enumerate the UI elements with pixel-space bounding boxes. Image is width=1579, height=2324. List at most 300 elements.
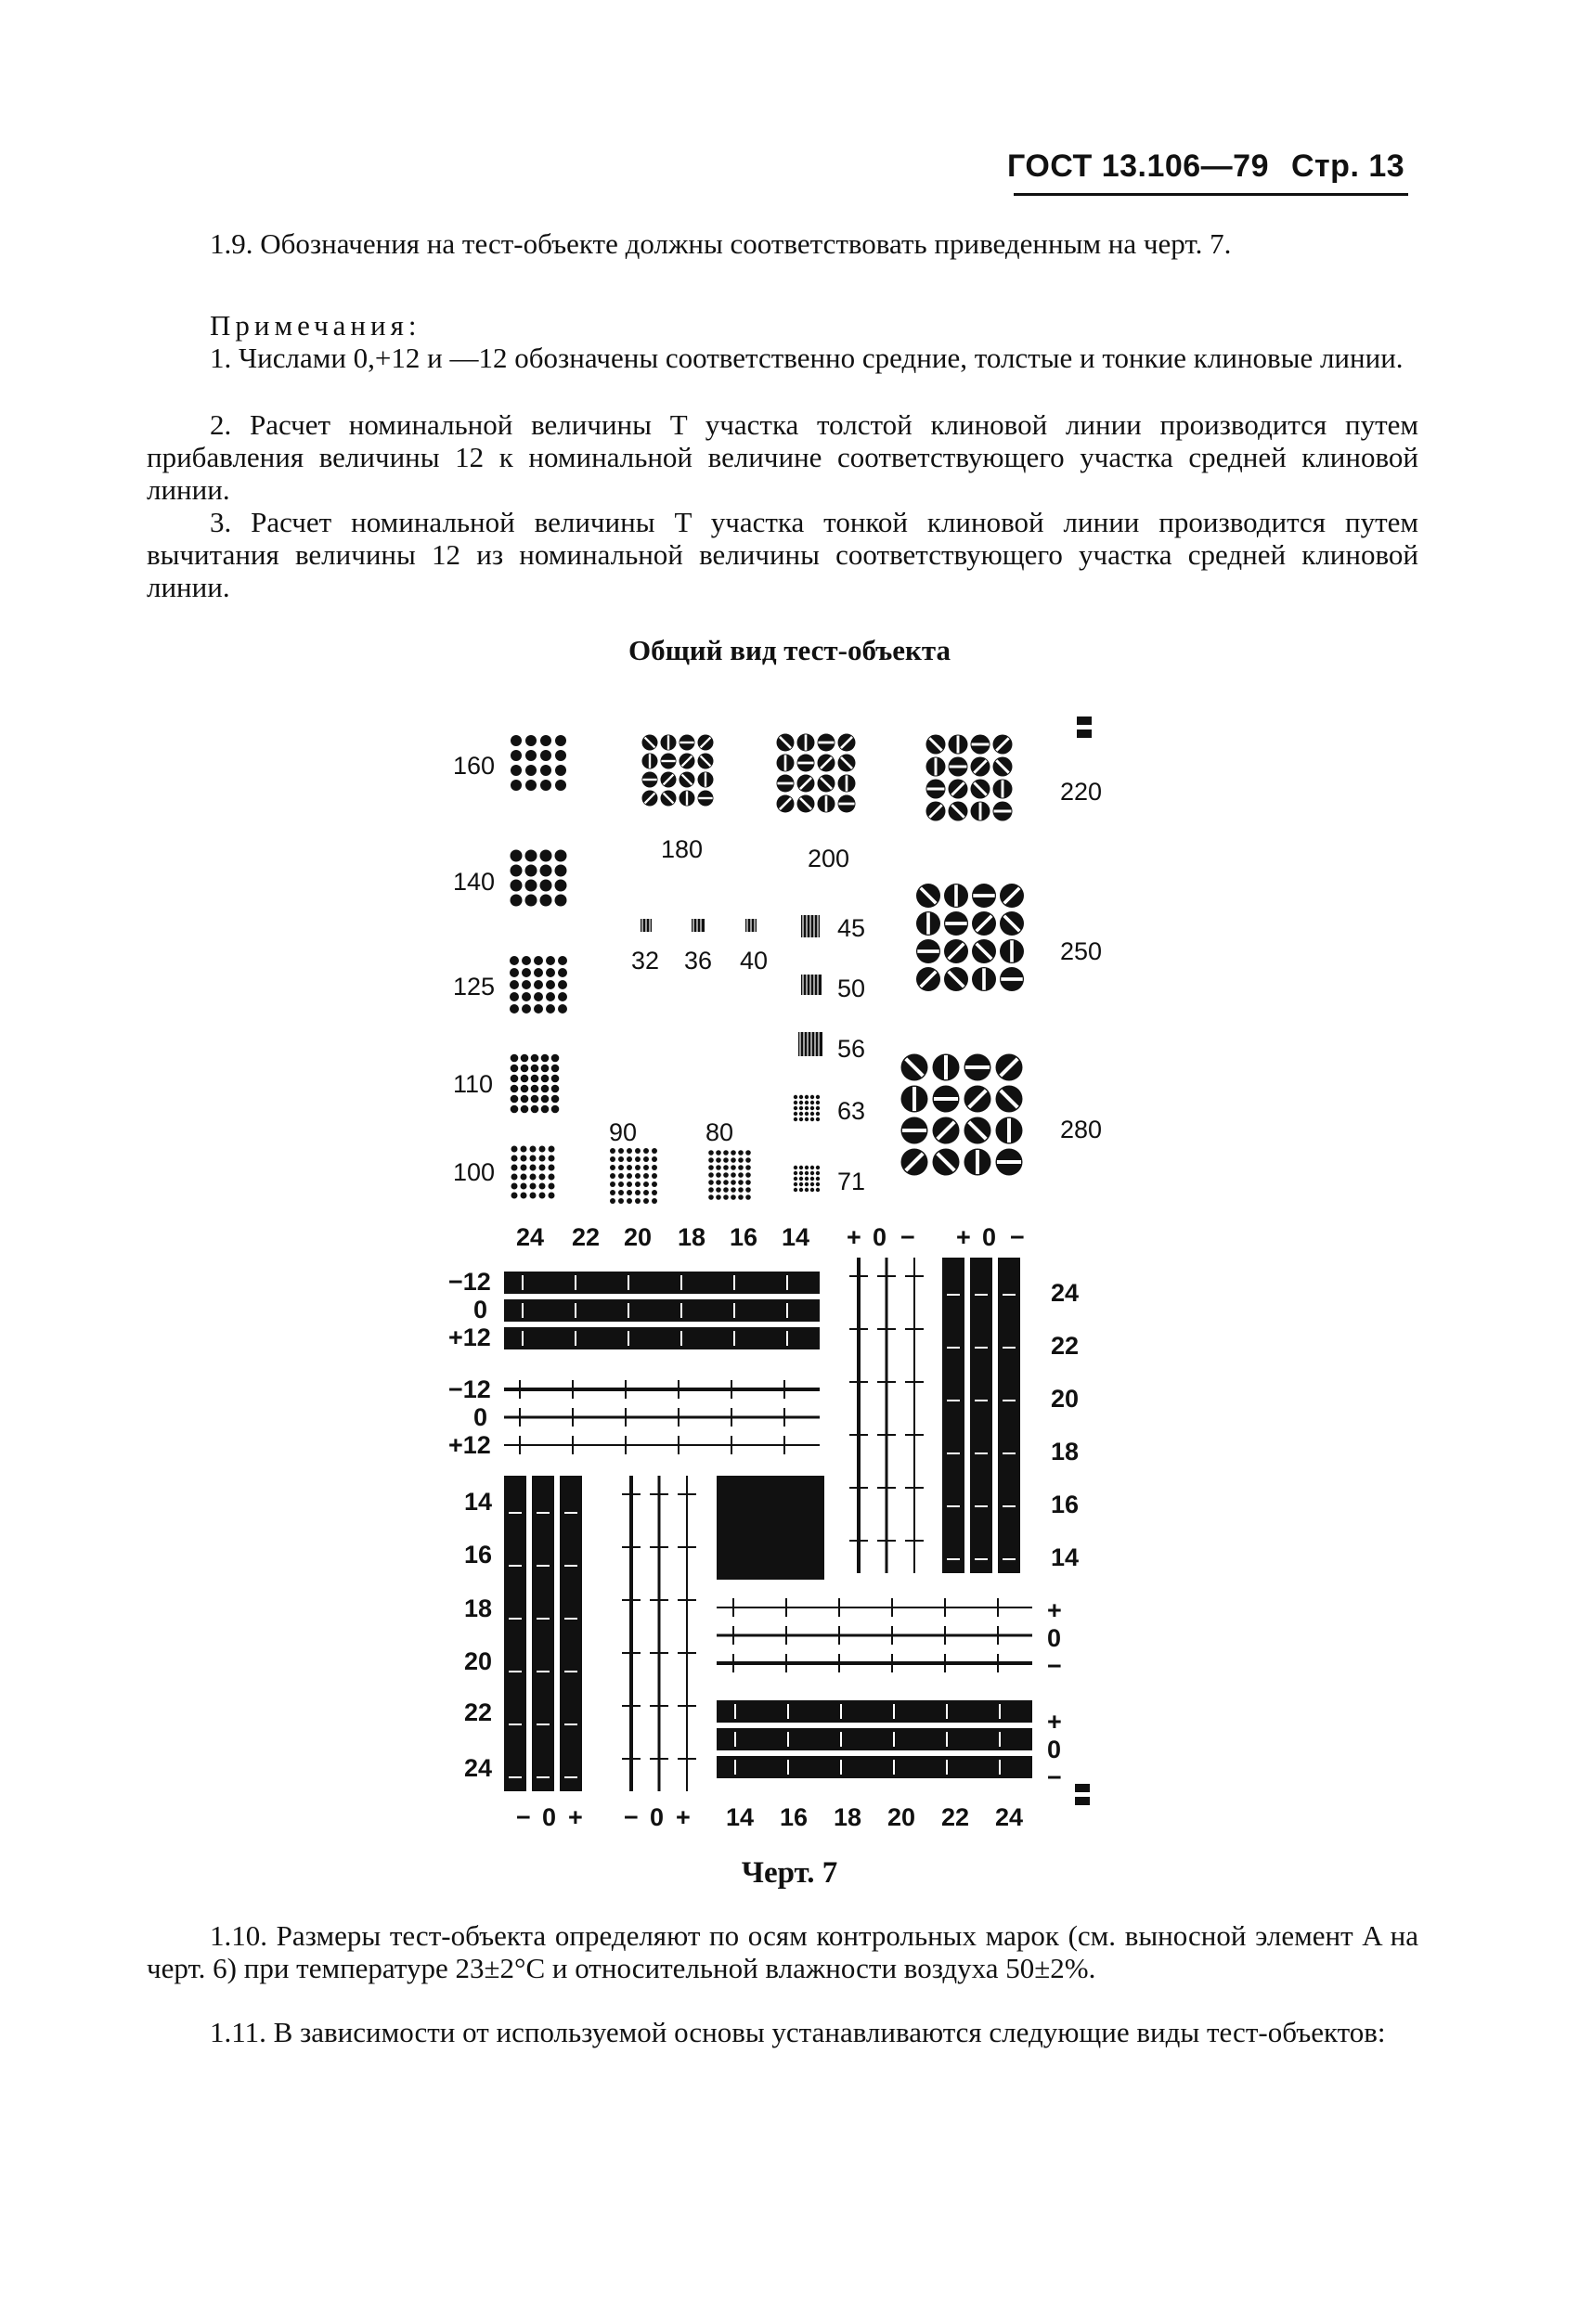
resolution-pattern-80: [723, 1180, 729, 1185]
resolution-pattern-125: [558, 1004, 567, 1014]
wedge-bar-thick: [717, 1728, 1032, 1750]
note-2: 2. Расчет номинальной величины T участка толстой клиновой линии производится путем прибавления величины 12 к номинальной величине соответствующего участка средней клиновой линии.: [147, 408, 1418, 506]
resolution-pattern-100: [549, 1146, 555, 1153]
right-side-number: 18: [1051, 1438, 1080, 1465]
resolution-pattern-90: [627, 1165, 632, 1170]
resolution-pattern-90: [610, 1190, 615, 1195]
wedge-label: −12: [448, 1375, 491, 1403]
wedge-bar-thick: [504, 1299, 820, 1322]
resolution-pattern-110: [531, 1054, 539, 1063]
standard-number: ГОСТ 13.106—79: [1007, 148, 1270, 184]
resolution-pattern-63: [810, 1117, 814, 1121]
bottom-number: 22: [941, 1803, 970, 1831]
top-number: 16: [730, 1223, 758, 1251]
resolution-pattern-63: [810, 1112, 814, 1116]
resolution-pattern-63: [816, 1095, 820, 1099]
resolution-pattern-80: [738, 1172, 744, 1178]
resolution-pattern-110: [531, 1085, 539, 1093]
resolution-pattern-90: [643, 1190, 649, 1195]
mzp-sign: +: [676, 1803, 691, 1831]
resolution-pattern-80: [723, 1150, 729, 1156]
bottom-number: 24: [995, 1803, 1024, 1831]
resolution-pattern-100: [549, 1165, 555, 1171]
resolution-pattern-63: [810, 1101, 814, 1104]
resolution-pattern-100: [511, 1183, 518, 1190]
resolution-pattern-160: [540, 750, 551, 761]
note-3: 3. Расчет номинальной величины T участка тонкой клиновой линии производится путем вычитания величины 12 из номинальной величины соответствующего участка средней клиновой линии.: [147, 506, 1418, 603]
resolution-pattern-71: [799, 1177, 803, 1181]
wedge-bar-thick: [560, 1476, 582, 1791]
resolution-pattern-125: [510, 980, 519, 989]
left-side-number: 16: [464, 1541, 493, 1569]
left-side-number: 18: [464, 1595, 493, 1622]
resolution-pattern-90: [627, 1148, 632, 1154]
resolution-pattern-90: [643, 1156, 649, 1162]
resolution-pattern-90: [627, 1190, 632, 1195]
resolution-pattern-100: [511, 1146, 518, 1153]
resolution-pattern-80: [731, 1194, 736, 1200]
label-110: 110: [453, 1070, 494, 1098]
pmz-sign: 0: [1047, 1736, 1062, 1763]
resolution-pattern-63: [816, 1112, 820, 1116]
resolution-pattern-100: [539, 1146, 546, 1153]
resolution-pattern-140: [555, 895, 567, 907]
label-140: 140: [453, 868, 496, 896]
resolution-pattern-90: [643, 1198, 649, 1204]
wedge-label: 0: [473, 1403, 488, 1431]
resolution-pattern-71: [816, 1188, 820, 1192]
wedge-bar-thick: [532, 1476, 554, 1791]
resolution-pattern-71: [816, 1182, 820, 1186]
resolution-pattern-80: [731, 1187, 736, 1193]
wedge-bar-thick: [998, 1258, 1020, 1573]
resolution-pattern-125: [534, 992, 543, 1001]
resolution-pattern-125: [558, 956, 567, 965]
figure-caption: Черт. 7: [741, 1856, 838, 1890]
resolution-pattern-90: [618, 1173, 624, 1179]
resolution-pattern-90: [635, 1198, 641, 1204]
resolution-pattern-160: [525, 750, 537, 761]
resolution-pattern-90: [627, 1181, 632, 1187]
resolution-pattern-80: [738, 1150, 744, 1156]
resolution-pattern-160: [525, 765, 537, 776]
resolution-pattern-125: [558, 992, 567, 1001]
resolution-pattern-71: [810, 1177, 814, 1181]
resolution-pattern-90: [627, 1173, 632, 1179]
resolution-pattern-100: [539, 1174, 546, 1181]
resolution-pattern-71: [794, 1188, 797, 1192]
resolution-pattern-100: [530, 1165, 537, 1171]
resolution-pattern-140: [525, 880, 537, 892]
resolution-pattern-71: [810, 1188, 814, 1192]
resolution-pattern-90: [610, 1148, 615, 1154]
resolution-pattern-63: [794, 1112, 797, 1116]
resolution-pattern-63: [805, 1106, 809, 1110]
resolution-pattern-80: [716, 1194, 721, 1200]
resolution-pattern-63: [805, 1095, 809, 1099]
resolution-pattern-140: [525, 850, 537, 862]
resolution-pattern-80: [738, 1157, 744, 1163]
right-side-number: 24: [1051, 1279, 1080, 1307]
resolution-pattern-110: [511, 1075, 519, 1083]
resolution-pattern-160: [555, 780, 566, 791]
left-side-number: 24: [464, 1754, 493, 1782]
resolution-pattern-100: [539, 1183, 546, 1190]
resolution-pattern-90: [635, 1190, 641, 1195]
pmz-sign: −: [900, 1223, 915, 1251]
paragraph-1-11: 1.11. В зависимости от используемой основы устанавливаются следующие виды тест-объектов:: [210, 2016, 1386, 2048]
pmz-sign: 0: [982, 1223, 997, 1251]
bottom-number: 18: [834, 1803, 862, 1831]
resolution-pattern-160: [511, 780, 522, 791]
resolution-pattern-63: [816, 1101, 820, 1104]
wedge-bar-thick: [504, 1476, 526, 1791]
label-200: 200: [808, 845, 850, 872]
right-side-number: 16: [1051, 1491, 1080, 1518]
resolution-pattern-125: [534, 1004, 543, 1014]
resolution-pattern-125: [546, 1004, 555, 1014]
registration-mark: [1077, 717, 1092, 725]
resolution-pattern-125: [522, 980, 531, 989]
label-250: 250: [1060, 937, 1103, 965]
resolution-pattern-90: [652, 1190, 657, 1195]
resolution-pattern-125: [510, 956, 519, 965]
resolution-pattern-80: [745, 1172, 751, 1178]
resolution-pattern-140: [525, 865, 537, 877]
pmz-sign: 0: [1047, 1624, 1062, 1652]
resolution-pattern-80: [745, 1187, 751, 1193]
bottom-number: 16: [780, 1803, 809, 1831]
resolution-pattern-63: [794, 1106, 797, 1110]
resolution-pattern-160: [540, 780, 551, 791]
resolution-pattern-90: [618, 1148, 624, 1154]
resolution-pattern-80: [708, 1172, 714, 1178]
resolution-pattern-71: [794, 1182, 797, 1186]
resolution-pattern-63: [794, 1095, 797, 1099]
bottom-number: 14: [726, 1803, 755, 1831]
wedge-bar-thick: [970, 1258, 992, 1573]
resolution-pattern-125: [510, 1004, 519, 1014]
page-number: Стр. 13: [1290, 148, 1405, 184]
resolution-pattern-160: [511, 750, 522, 761]
resolution-pattern-125: [522, 992, 531, 1001]
resolution-pattern-90: [643, 1165, 649, 1170]
resolution-pattern-100: [511, 1156, 518, 1162]
registration-mark: [1077, 729, 1092, 738]
resolution-pattern-140: [540, 895, 552, 907]
pmz-sign: −: [1047, 1763, 1062, 1791]
resolution-pattern-80: [716, 1165, 721, 1170]
resolution-pattern-160: [525, 735, 537, 746]
resolution-pattern-110: [521, 1085, 529, 1093]
resolution-pattern-125: [522, 968, 531, 977]
note-1: 1. Числами 0,+12 и —12 обозначены соответственно средние, толстые и тонкие клиновые линии.: [210, 342, 1404, 374]
resolution-pattern-71: [805, 1182, 809, 1186]
resolution-pattern-125: [522, 1004, 531, 1014]
resolution-pattern-100: [521, 1156, 527, 1162]
resolution-pattern-71: [810, 1166, 814, 1169]
resolution-pattern-100: [521, 1183, 527, 1190]
resolution-pattern-90: [618, 1190, 624, 1195]
resolution-pattern-110: [521, 1095, 529, 1104]
label-280: 280: [1060, 1116, 1103, 1143]
resolution-pattern-80: [716, 1172, 721, 1178]
resolution-pattern-63: [799, 1106, 803, 1110]
resolution-pattern-100: [549, 1156, 555, 1162]
resolution-pattern-71: [810, 1171, 814, 1175]
mzp-sign: −: [624, 1803, 639, 1831]
wedge-label: +12: [448, 1323, 491, 1351]
resolution-pattern-100: [530, 1183, 537, 1190]
resolution-pattern-71: [799, 1166, 803, 1169]
top-number: 14: [782, 1223, 810, 1251]
resolution-pattern-100: [549, 1174, 555, 1181]
resolution-pattern-125: [546, 968, 555, 977]
resolution-pattern-160: [540, 765, 551, 776]
resolution-pattern-80: [738, 1180, 744, 1185]
resolution-pattern-63: [805, 1117, 809, 1121]
resolution-pattern-80: [731, 1150, 736, 1156]
top-number: 22: [572, 1223, 601, 1251]
resolution-pattern-110: [531, 1075, 539, 1083]
resolution-pattern-110: [511, 1085, 519, 1093]
resolution-pattern-63: [794, 1117, 797, 1121]
wedge-bar-thick: [942, 1258, 964, 1573]
resolution-pattern-63: [810, 1095, 814, 1099]
resolution-pattern-71: [799, 1171, 803, 1175]
resolution-pattern-140: [511, 895, 523, 907]
resolution-pattern-90: [618, 1198, 624, 1204]
label-63: 63: [837, 1097, 866, 1125]
resolution-pattern-90: [618, 1165, 624, 1170]
resolution-pattern-80: [738, 1187, 744, 1193]
resolution-pattern-90: [652, 1156, 657, 1162]
resolution-pattern-140: [525, 895, 537, 907]
wedge-bar-thick: [717, 1756, 1032, 1778]
resolution-pattern-71: [799, 1182, 803, 1186]
resolution-pattern-100: [539, 1193, 546, 1199]
resolution-pattern-140: [540, 880, 552, 892]
resolution-pattern-125: [522, 956, 531, 965]
resolution-pattern-50: [801, 975, 822, 995]
resolution-pattern-80: [745, 1157, 751, 1163]
mzp-sign: +: [568, 1803, 583, 1831]
resolution-pattern-90: [610, 1173, 615, 1179]
resolution-pattern-100: [521, 1146, 527, 1153]
resolution-pattern-125: [546, 956, 555, 965]
resolution-pattern-140: [555, 865, 567, 877]
resolution-pattern-160: [555, 750, 566, 761]
resolution-pattern-110: [521, 1075, 529, 1083]
resolution-pattern-80: [738, 1194, 744, 1200]
resolution-pattern-63: [799, 1117, 803, 1121]
resolution-pattern-110: [531, 1065, 539, 1073]
resolution-pattern-80: [708, 1157, 714, 1163]
wedge-label: −12: [448, 1268, 491, 1296]
resolution-pattern-140: [511, 880, 523, 892]
resolution-pattern-100: [549, 1183, 555, 1190]
resolution-pattern-80: [731, 1157, 736, 1163]
resolution-pattern-100: [521, 1174, 527, 1181]
resolution-pattern-100: [521, 1165, 527, 1171]
resolution-pattern-63: [794, 1101, 797, 1104]
resolution-pattern-71: [816, 1177, 820, 1181]
wedge-label: +12: [448, 1431, 491, 1459]
resolution-pattern-110: [551, 1105, 560, 1114]
resolution-pattern-110: [551, 1075, 560, 1083]
resolution-pattern-80: [708, 1150, 714, 1156]
resolution-pattern-80: [723, 1172, 729, 1178]
resolution-pattern-71: [816, 1166, 820, 1169]
resolution-pattern-80: [745, 1165, 751, 1170]
pmz-sign: −: [1010, 1223, 1025, 1251]
resolution-pattern-80: [723, 1194, 729, 1200]
resolution-pattern-125: [546, 992, 555, 1001]
resolution-pattern-110: [521, 1054, 529, 1063]
resolution-pattern-80: [723, 1165, 729, 1170]
mzp-sign: 0: [650, 1803, 665, 1831]
resolution-pattern-71: [805, 1188, 809, 1192]
pmz-sign: −: [1047, 1652, 1062, 1680]
resolution-pattern-100: [511, 1165, 518, 1171]
resolution-pattern-90: [652, 1198, 657, 1204]
resolution-pattern-110: [541, 1054, 550, 1063]
resolution-pattern-125: [534, 980, 543, 989]
resolution-pattern-140: [555, 880, 567, 892]
resolution-pattern-90: [643, 1148, 649, 1154]
resolution-pattern-80: [708, 1194, 714, 1200]
paragraph-1-9-number: 1.9.: [210, 227, 253, 260]
resolution-pattern-63: [799, 1101, 803, 1104]
resolution-pattern-63: [816, 1106, 820, 1110]
left-side-number: 22: [464, 1698, 493, 1726]
label-180: 180: [661, 835, 704, 863]
resolution-pattern-110: [551, 1085, 560, 1093]
resolution-pattern-160: [525, 780, 537, 791]
resolution-pattern-100: [511, 1193, 518, 1199]
resolution-pattern-90: [610, 1198, 615, 1204]
resolution-pattern-140: [511, 850, 523, 862]
wedge-label: 0: [473, 1296, 488, 1323]
resolution-pattern-110: [541, 1095, 550, 1104]
resolution-pattern-110: [511, 1065, 519, 1073]
resolution-pattern-160: [555, 735, 566, 746]
resolution-pattern-80: [708, 1180, 714, 1185]
resolution-pattern-110: [551, 1054, 560, 1063]
pmz-sign: +: [1047, 1708, 1062, 1736]
resolution-pattern-71: [805, 1171, 809, 1175]
label-125: 125: [453, 973, 496, 1001]
resolution-pattern-90: [635, 1156, 641, 1162]
resolution-pattern-80: [716, 1150, 721, 1156]
resolution-pattern-80: [745, 1194, 751, 1200]
right-side-number: 20: [1051, 1385, 1080, 1413]
left-side-number: 20: [464, 1647, 493, 1675]
bottom-number: 20: [887, 1803, 916, 1831]
resolution-pattern-80: [708, 1165, 714, 1170]
resolution-pattern-110: [521, 1105, 529, 1114]
resolution-pattern-90: [652, 1173, 657, 1179]
wedge-bar-thick: [717, 1700, 1032, 1723]
resolution-pattern-110: [551, 1095, 560, 1104]
resolution-pattern-90: [610, 1181, 615, 1187]
resolution-pattern-90: [635, 1181, 641, 1187]
resolution-pattern-80: [716, 1180, 721, 1185]
registration-mark: [1075, 1784, 1090, 1792]
resolution-pattern-100: [521, 1193, 527, 1199]
resolution-pattern-71: [799, 1188, 803, 1192]
resolution-pattern-63: [816, 1117, 820, 1121]
resolution-pattern-80: [708, 1187, 714, 1193]
right-side-number: 22: [1051, 1332, 1080, 1360]
resolution-pattern-100: [539, 1165, 546, 1171]
label-80: 80: [705, 1118, 734, 1146]
label-32: 32: [631, 947, 660, 975]
left-side-number: 14: [464, 1488, 493, 1516]
resolution-pattern-160: [555, 765, 566, 776]
resolution-pattern-80: [745, 1150, 751, 1156]
resolution-pattern-71: [794, 1166, 797, 1169]
resolution-pattern-90: [643, 1173, 649, 1179]
label-220: 220: [1060, 778, 1103, 806]
resolution-pattern-110: [541, 1105, 550, 1114]
resolution-pattern-90: [635, 1173, 641, 1179]
resolution-pattern-90: [635, 1165, 641, 1170]
resolution-pattern-110: [511, 1054, 519, 1063]
resolution-pattern-160: [511, 765, 522, 776]
resolution-pattern-110: [541, 1085, 550, 1093]
resolution-pattern-110: [521, 1065, 529, 1073]
pmz-sign: +: [1047, 1596, 1062, 1624]
resolution-pattern-80: [716, 1157, 721, 1163]
resolution-pattern-110: [541, 1075, 550, 1083]
resolution-pattern-100: [530, 1146, 537, 1153]
resolution-pattern-90: [627, 1198, 632, 1204]
resolution-pattern-100: [511, 1174, 518, 1181]
resolution-pattern-80: [723, 1187, 729, 1193]
dark-square: [717, 1476, 824, 1580]
resolution-pattern-100: [549, 1193, 555, 1199]
mzp-sign: −: [516, 1803, 531, 1831]
resolution-pattern-71: [794, 1177, 797, 1181]
notes-title: Примечания:: [210, 309, 421, 342]
resolution-pattern-80: [731, 1165, 736, 1170]
resolution-pattern-100: [530, 1193, 537, 1199]
wedge-bar-thick: [504, 1327, 820, 1349]
resolution-pattern-80: [738, 1165, 744, 1170]
resolution-pattern-71: [805, 1166, 809, 1169]
resolution-pattern-140: [511, 865, 523, 877]
resolution-pattern-110: [511, 1105, 519, 1114]
label-100: 100: [453, 1158, 496, 1186]
resolution-pattern-63: [805, 1112, 809, 1116]
resolution-pattern-125: [558, 980, 567, 989]
resolution-pattern-125: [510, 968, 519, 977]
resolution-pattern-63: [810, 1106, 814, 1110]
pmz-sign: +: [956, 1223, 971, 1251]
resolution-pattern-125: [534, 956, 543, 965]
resolution-pattern-90: [610, 1165, 615, 1170]
resolution-pattern-80: [716, 1187, 721, 1193]
label-45: 45: [837, 914, 866, 942]
label-56: 56: [837, 1035, 866, 1063]
resolution-pattern-140: [555, 850, 567, 862]
resolution-pattern-125: [510, 992, 519, 1001]
resolution-pattern-100: [539, 1156, 546, 1162]
resolution-pattern-125: [546, 980, 555, 989]
resolution-pattern-90: [635, 1148, 641, 1154]
top-number: 20: [624, 1223, 653, 1251]
